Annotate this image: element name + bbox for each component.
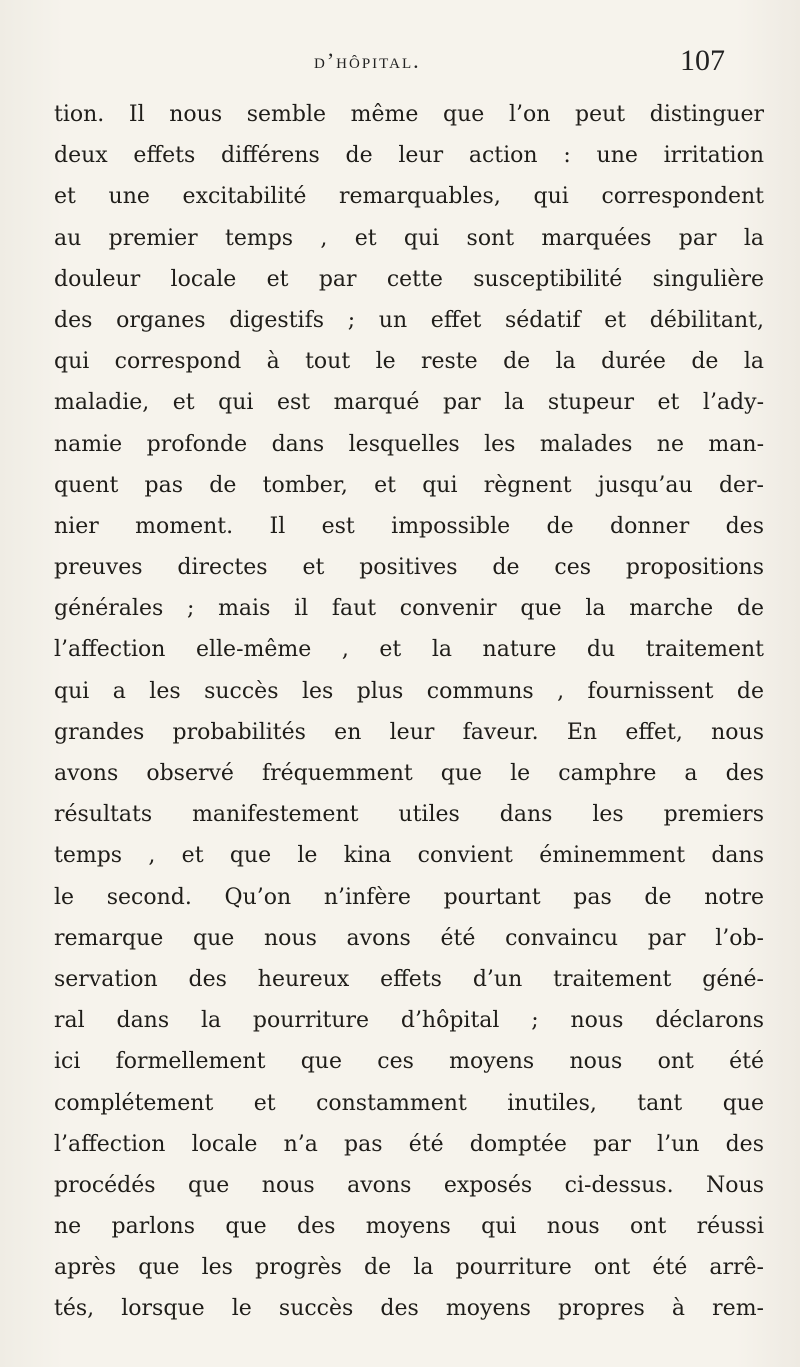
text-line: namie profonde dans lesquelles les malades ne man- xyxy=(54,431,764,457)
text-line: qui a les succès les plus communs , fournissent de xyxy=(54,678,764,704)
text-line: ral dans la pourriture d’hôpital ; nous déclarons xyxy=(54,1008,764,1034)
text-line: au premier temps , et qui sont marquées par la xyxy=(54,225,764,251)
text-line: preuves directes et positives de ces propositions xyxy=(54,555,764,581)
text-line: quent pas de tomber, et qui règnent jusqu’au der- xyxy=(54,472,764,498)
text-line: avons observé fréquemment que le camphre a des xyxy=(54,761,764,786)
page-number: 107 xyxy=(680,44,725,77)
text-line: et une excitabilité remarquables, qui correspondent xyxy=(54,184,764,210)
text-line: tés, lorsque le succès des moyens propres à rem- xyxy=(54,1296,764,1322)
text-line: servation des heureux effets d’un traitement géné- xyxy=(54,966,764,992)
text-line: grandes probabilités en leur faveur. En effet, nous xyxy=(54,719,764,745)
text-line: l’affection elle-même , et la nature du traitement xyxy=(54,637,764,663)
text-line: résultats manifestement utiles dans les premiers xyxy=(54,802,764,828)
body-text xyxy=(54,94,764,1330)
text-line: nier moment. Il est impossible de donner des xyxy=(54,513,764,539)
text-line: temps , et que le kina convient éminemment dans xyxy=(54,843,764,869)
text-line: ne parlons que des moyens qui nous ont réussi xyxy=(54,1214,764,1240)
text-line: douleur locale et par cette susceptibilité singulière xyxy=(54,266,764,292)
text-line: procédés que nous avons exposés ci-dessus. Nous xyxy=(54,1172,764,1198)
text-line: remarque que nous avons été convaincu par l’ob- xyxy=(54,925,764,951)
text-line: ici formellement que ces moyens nous ont été xyxy=(54,1049,764,1075)
text-line: complétement et constamment inutiles, tant que xyxy=(54,1090,764,1116)
text-line: après que les progrès de la pourriture ont été arrê- xyxy=(54,1255,764,1281)
text-line: l’affection locale n’a pas été domptée par l’un des xyxy=(54,1131,764,1157)
text-line: le second. Qu’on n’infère pourtant pas de notre xyxy=(54,884,764,910)
text-line: tion. Il nous semble même que l’on peut distinguer xyxy=(54,102,764,127)
running-head xyxy=(0,36,800,76)
text-line: générales ; mais il faut convenir que la marche de xyxy=(54,596,764,622)
text-line: des organes digestifs ; un effet sédatif et débilitant, xyxy=(54,307,764,333)
text-line: deux effets différens de leur action : une irritation xyxy=(54,143,764,169)
text-line: qui correspond à tout le reste de la durée de la xyxy=(54,349,764,375)
text-line: maladie, et qui est marqué par la stupeur et l’ady- xyxy=(54,390,764,416)
running-title: d’hôpital. xyxy=(314,48,421,73)
